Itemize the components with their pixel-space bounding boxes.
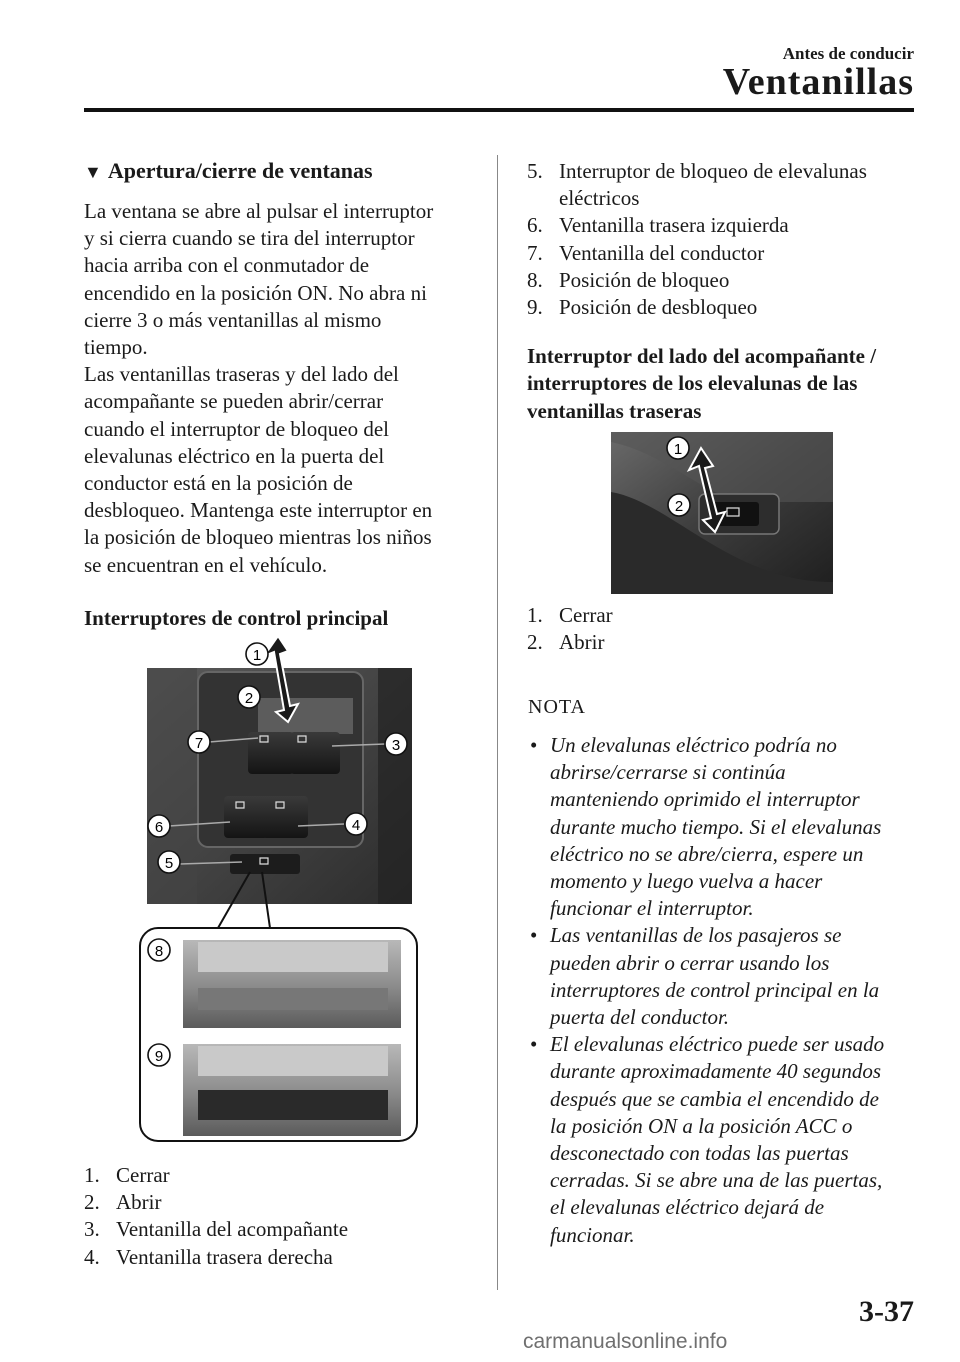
page-title: Ventanillas bbox=[722, 61, 914, 103]
legend-list-passenger bbox=[527, 602, 917, 656]
left-column bbox=[84, 158, 474, 632]
svg-text:7: 7 bbox=[194, 735, 204, 752]
list-item: 2. Abrir bbox=[527, 630, 605, 655]
note-label: NOTA bbox=[528, 696, 586, 718]
legend-list-left bbox=[84, 1162, 474, 1271]
subheading-main-controls: Interruptores de control principal bbox=[84, 605, 389, 630]
callout-2 bbox=[238, 686, 260, 708]
list-item: 6. Ventanilla trasera izquierda bbox=[527, 213, 789, 238]
paragraph-rear-windows: Las ventanillas traseras y del lado del acompañante se pueden abrir/cerrar cuando el interruptor de bloqueo del elevalunas eléctrico en la puerta del conductor está en la posición de desbloqueo. Mantenga este interruptor en la posición de bloqueo mientras los niños se encuentran en el vehículo. bbox=[84, 362, 433, 577]
note-item: • El elevalunas eléctrico puede ser usado durante aproximadamente 40 segundos después que se cambia el encendido de la posición ON a la posición ACC o desconectado con todas las puertas cerradas. Si se abre una de las puertas, el elevalunas eléctrico dejará de funcionar. bbox=[530, 1032, 885, 1247]
callout-2 bbox=[668, 494, 690, 516]
bullet-icon: • bbox=[530, 923, 538, 948]
section-heading bbox=[84, 158, 474, 184]
page-number: 3-37 bbox=[859, 1295, 914, 1328]
svg-text:1: 1 bbox=[252, 647, 262, 664]
callout-7 bbox=[188, 731, 210, 753]
svg-text:2: 2 bbox=[244, 690, 254, 707]
rear-left-window-switch bbox=[224, 796, 268, 838]
list-item: 4. Ventanilla trasera derecha bbox=[84, 1244, 333, 1269]
triangle-marker-icon: ▼ bbox=[84, 162, 102, 182]
callout-3 bbox=[385, 733, 407, 755]
svg-text:6: 6 bbox=[154, 819, 164, 836]
callout-9 bbox=[148, 1044, 170, 1066]
svg-text:2: 2 bbox=[674, 498, 684, 515]
paragraph-intro: La ventana se abre al pulsar el interruptor y si cierra cuando se tira del interruptor hacia arriba con el conmutador de encendido en la posición ON. No abra ni cierre 3 o más ventanillas al mismo tiempo. bbox=[84, 199, 434, 360]
list-item: 2. Abrir bbox=[84, 1190, 162, 1215]
list-item: 3. Ventanilla del acompañante bbox=[84, 1217, 349, 1242]
list-item: 5. Interruptor de bloqueo de elevalunas eléctricos bbox=[527, 159, 867, 211]
callout-8 bbox=[148, 939, 170, 961]
callout-4 bbox=[345, 813, 367, 835]
svg-text:5: 5 bbox=[164, 855, 174, 872]
bullet-icon: • bbox=[530, 1032, 538, 1057]
note-item: • Un elevalunas eléctrico podría no abrirse/cerrarse si continúa manteniendo oprimido el interruptor durante mucho tiempo. Si el elevalunas eléctrico no se abre/cierra, espere un momento y luego vuelva a hacer funcionar el interruptor. bbox=[530, 733, 882, 921]
svg-text:8: 8 bbox=[154, 943, 164, 960]
header-divider bbox=[84, 108, 914, 112]
list-item: 1. Cerrar bbox=[527, 603, 613, 627]
legend-list-right bbox=[527, 158, 917, 321]
callout-1 bbox=[246, 643, 268, 665]
list-item: 1. Cerrar bbox=[84, 1163, 170, 1187]
notes-list bbox=[528, 732, 918, 1249]
section-title: Antes de conducir bbox=[782, 44, 914, 63]
svg-text:1: 1 bbox=[673, 441, 683, 458]
subheading-passenger-switch: Interruptor del lado del acompañante / interruptores de los elevalunas de las ventanillas traseras bbox=[527, 344, 877, 423]
rear-right-window-switch bbox=[262, 796, 308, 838]
note-item: • Las ventanillas de los pasajeros se pueden abrir o cerrar usando los interruptores de control principal en la puerta del conductor. bbox=[530, 923, 880, 1030]
svg-text:9: 9 bbox=[154, 1048, 164, 1065]
right-column bbox=[527, 158, 917, 425]
column-divider bbox=[497, 155, 498, 1290]
main-switch-figure bbox=[138, 636, 428, 1146]
callout-6 bbox=[148, 815, 170, 837]
svg-text:3: 3 bbox=[391, 737, 401, 754]
watermark: carmanualsonline.info bbox=[523, 1330, 728, 1353]
list-item: 8. Posición de bloqueo bbox=[527, 267, 730, 292]
callout-1 bbox=[667, 437, 689, 459]
bullet-icon: • bbox=[530, 733, 538, 757]
callout-5 bbox=[158, 851, 180, 873]
list-item: 7. Ventanilla del conductor bbox=[527, 240, 765, 265]
passenger-switch-figure bbox=[611, 432, 833, 594]
svg-text:4: 4 bbox=[351, 817, 361, 834]
section-heading-text: Apertura/cierre de ventanas bbox=[107, 158, 373, 183]
list-item: 9. Posición de desbloqueo bbox=[527, 295, 758, 320]
